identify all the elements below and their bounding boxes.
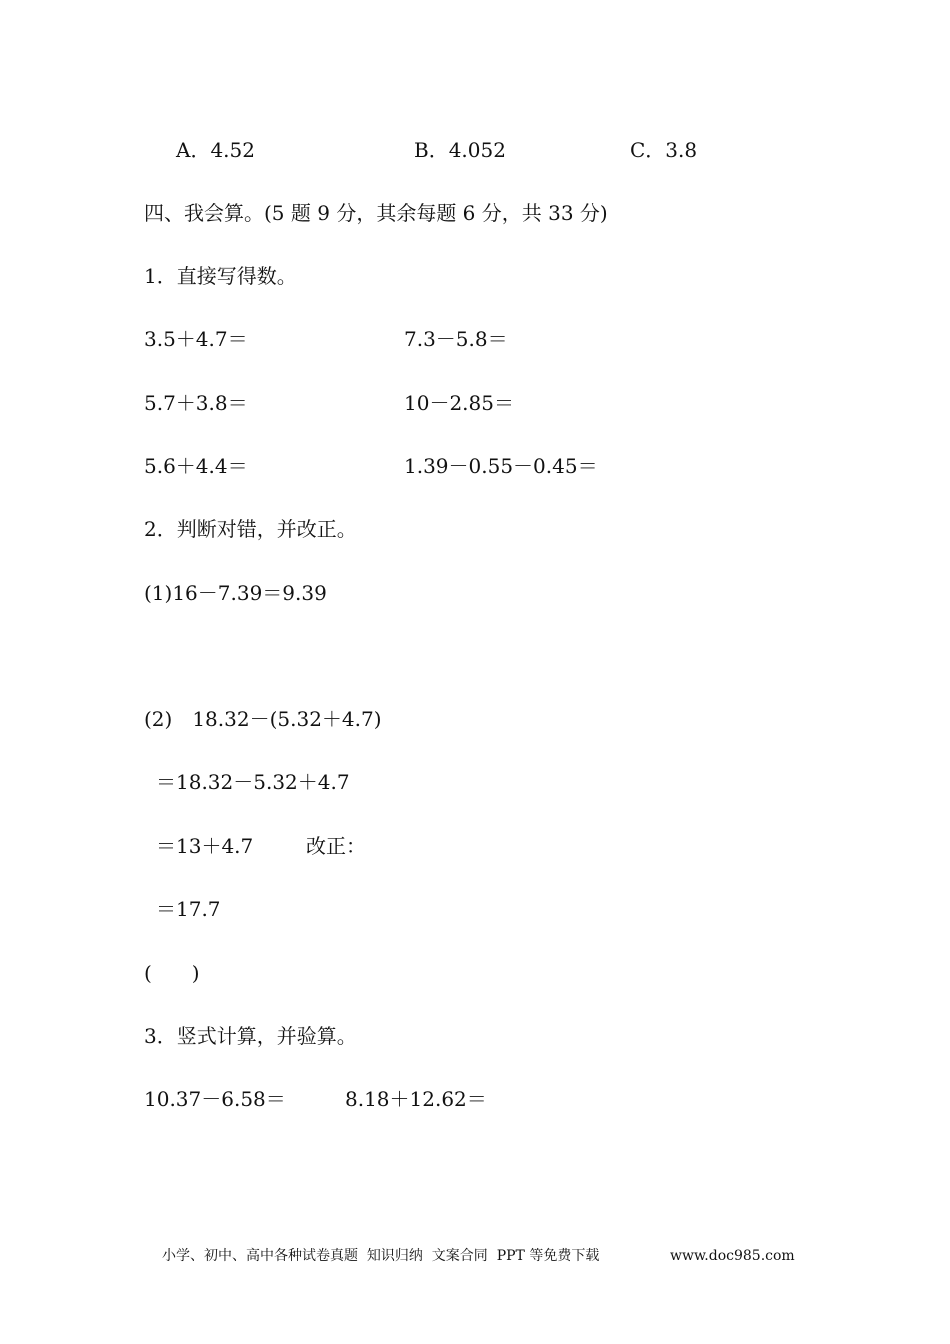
q2-item2-line2: ＝18.32－5.32＋4.7 [156, 770, 350, 794]
q1-heading: 1．直接写得数。 [144, 264, 297, 288]
q2-item1: (1)16－7.39＝9.39 [144, 581, 327, 605]
q1-row2-right: 10－2.85＝ [404, 391, 514, 415]
q3-heading: 3．竖式计算，并验算。 [144, 1024, 357, 1048]
q2-item2-line3: ＝13＋4.7 [156, 834, 254, 858]
q3-right: 8.18＋12.62＝ [345, 1087, 487, 1111]
q3-left: 10.37－6.58＝ [144, 1087, 286, 1111]
q1-row3-right: 1.39－0.55－0.45＝ [404, 454, 598, 478]
q1-row2-left: 5.7＋3.8＝ [144, 391, 248, 415]
footer-text: 小学、初中、高中各种试卷真题 知识归纳 文案合同 PPT 等免费下载 [162, 1248, 600, 1264]
section-four-title: 四、我会算。(5 题 9 分，其余每题 6 分，共 33 分) [144, 201, 608, 225]
q2-item2-line4: ＝17.7 [156, 897, 221, 921]
option-a: A．4.52 [176, 138, 255, 162]
option-c: C．3.8 [630, 138, 698, 162]
q1-row1-right: 7.3－5.8＝ [404, 327, 508, 351]
option-b: B．4.052 [414, 138, 506, 162]
q1-row1-left: 3.5＋4.7＝ [144, 327, 248, 351]
footer-url[interactable]: www.doc985.com [670, 1248, 795, 1264]
q2-item2-line1: (2) 18.32－(5.32＋4.7) [144, 707, 382, 731]
q2-answer-paren: ( ) [144, 961, 200, 985]
q2-correct-label: 改正： [306, 834, 366, 858]
q2-heading: 2．判断对错，并改正。 [144, 517, 357, 541]
q1-row3-left: 5.6＋4.4＝ [144, 454, 248, 478]
